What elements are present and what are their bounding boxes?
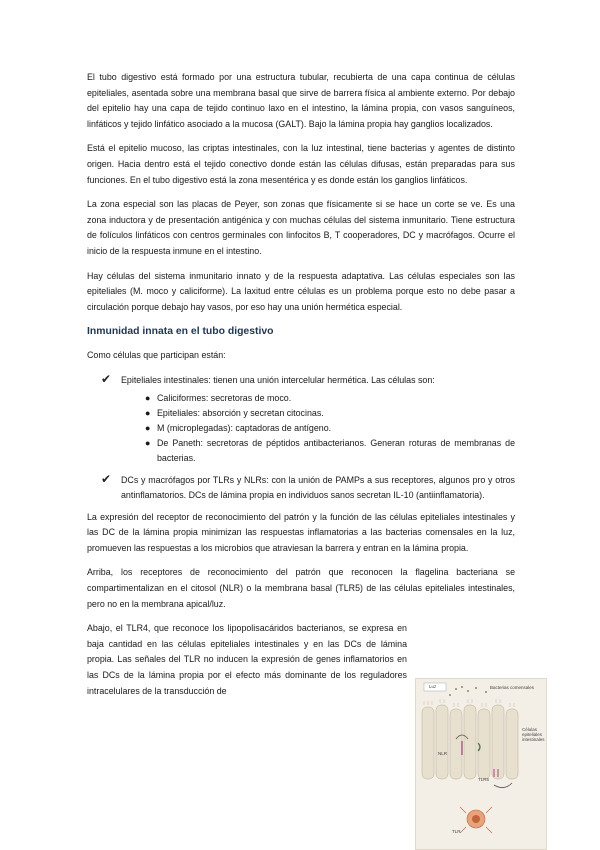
bullet-icon: ●: [145, 422, 151, 433]
bullet-item: ● Epiteliales: absorción y secretan citocinas.: [121, 406, 515, 421]
bullet-item: ● M (microplegadas): captadoras de antígeno.: [121, 421, 515, 436]
check-item-text: Epiteliales intestinales: tienen una unión intercelular hermética. Las células son:: [121, 374, 435, 385]
epithelium-illustration: [416, 679, 546, 849]
figure-label-tlr4: TLR: [452, 829, 461, 834]
bullet-item: ● Caliciformes: secretoras de moco.: [121, 391, 515, 406]
section-heading: Inmunidad innata en el tubo digestivo: [87, 326, 274, 338]
checkmark-icon: ✔: [101, 371, 112, 386]
paragraph-7: Abajo, el TLR4, que reconoce los lipopolisacáridos bacterianos, se expresa en baja cantidad en las células epiteliales intestinales y en las DCs de lámina propia. Las señales del TLR no inducen la expresión de genes inflamatorios en las DCs de la lámina propia por el efecto más dominante de los reguladores intracelulares de la transducción de: [87, 623, 407, 696]
intro-text: Como células que participan están:: [87, 350, 226, 361]
figure-label-nlr: NLR: [438, 751, 448, 756]
paragraph-5: La expresión del receptor de reconocimiento del patrón y la función de las células epiteliales intestinales y las DC de la lámina propia minimizan las respuestas inflamatorias a las bacterias comensales en la luz, promueven las respuestas a los microbios que atraviesan la barrera y entran en la lámina propia.: [87, 511, 515, 553]
paragraph-1: El tubo digestivo está formado por una estructura tubular, recubierta de una capa continua de células epiteliales, asentada sobre una membrana basal que sirve de barrera física al ambiente externo. Por debajo del epitelio hay una capa de tejido continuo laxo en el intestino, la lámina propia, con vasos sanguíneos, linfáticos y tejido linfático asociado a la mucosa (GALT). Bajo la lámina propia hay ganglios localizados.: [87, 72, 515, 129]
paragraph-6: Arriba, los receptores de reconocimiento del patrón que reconocen la flagelina bacteriana se compartimentalizan en el citosol (NLR) o la membrana basal (TLR5) de las células epiteliales intestinales, pero no en la membrana apical/luz.: [87, 567, 515, 609]
intestinal-epithelium-figure: [415, 678, 547, 850]
figure-label-tlr5: TLR5: [478, 777, 490, 782]
bullet-item: ● De Paneth: secretoras de péptidos antibacterianos. Generan roturas de membranas de bacterias.: [145, 438, 515, 464]
checkmark-icon: ✔: [101, 471, 112, 486]
check-item-epiteliales: [87, 373, 515, 467]
figure-label-cells: Células epiteliales intestinales: [522, 727, 545, 742]
check-item-dcs: [87, 473, 515, 504]
document-page: [87, 70, 515, 708]
bullet-list: [121, 391, 515, 467]
paragraph-4: Hay células del sistema inmunitario innato y de la respuesta adaptativa. Las células especiales son las epiteliales (M. moco y caliciforme). La laxitud entre células es un problema porque esto no debe pasar a circulación porque debajo hay vasos, por eso hay una unión hermética especial.: [87, 270, 515, 312]
figure-label-bacteria: Bacterias comensales: [490, 685, 535, 690]
bullet-icon: ●: [145, 392, 151, 403]
bullet-icon: ●: [145, 438, 151, 449]
bullet-icon: ●: [145, 407, 151, 418]
paragraph-2: Está el epitelio mucoso, las criptas intestinales, con la luz intestinal, tiene bacterias y agentes de distinto origen. Hacia dentro está el tejido conectivo donde están las células difusas, están preparadas para sus funciones. En el tubo digestivo está la zona mesentérica y es donde están los ganglios linfáticos.: [87, 143, 515, 185]
check-item-text: DCs y macrófagos por TLRs y NLRs: con la unión de PAMPs a sus receptores, algunos pro y otros antinflamatorios. DCs de lámina propia en individuos sanos secretan IL-10 (antiinflamatoria).: [121, 474, 515, 501]
figure-label-lumen: Luz: [429, 684, 437, 689]
check-list: [87, 373, 515, 504]
paragraph-3: La zona especial son las placas de Peyer, son zonas que físicamente si se hace un corte se ve. Es una zona inductora y de presentación antigénica y con muchas células del sistema inmunitario. Tiene estructura de folículos linfáticos con centros germinales con linfocitos B, T cooperadores, DC y macrófagos. Ocurre el inicio de la respuesta inmune en el intestino.: [87, 199, 515, 256]
